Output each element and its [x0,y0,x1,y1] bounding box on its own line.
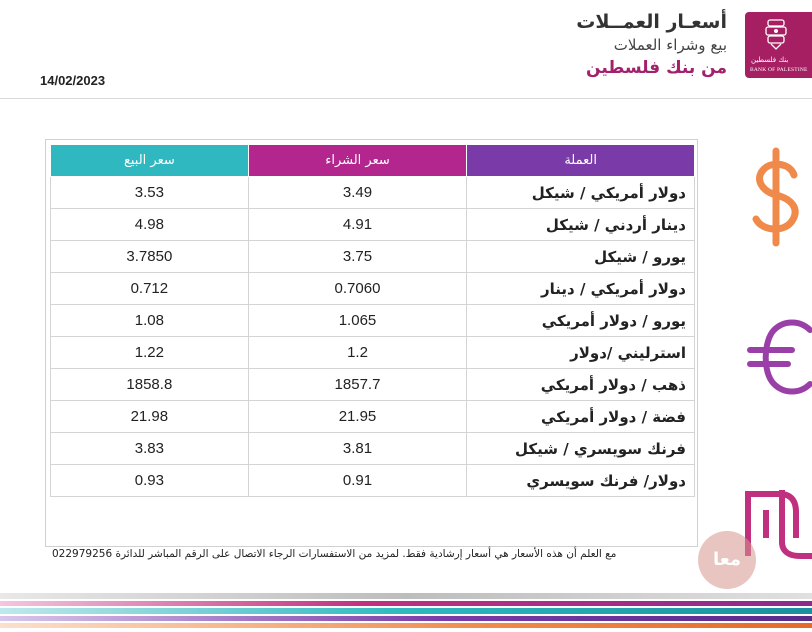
buy-rate-cell: 3.75 [248,241,467,273]
bank-emblem-icon [763,18,789,50]
logo-text-en: BANK OF PALESTINE [750,67,808,73]
table-row [51,433,695,465]
buy-rate-cell: 1.2 [248,337,467,369]
buy-rate-cell: 4.91 [248,209,467,241]
logo-text-ar: بنك فلسطين [751,56,789,64]
buy-rate-cell: 3.49 [248,177,467,209]
currency-rates-table [50,144,695,497]
sell-rate-cell: 1.22 [51,337,249,369]
bank-logo [745,12,812,78]
sell-rate-cell: 1858.8 [51,369,249,401]
buy-rate-cell: 0.7060 [248,273,467,305]
table-header-row [51,145,695,177]
dollar-icon [742,143,812,253]
table-row [51,369,695,401]
currency-pair-cell: فرنك سويسري / شيكل [467,433,695,465]
sell-rate-cell: 1.08 [51,305,249,337]
buy-rate-cell: 21.95 [248,401,467,433]
sell-rate-cell: 0.93 [51,465,249,497]
report-date: 14/02/2023 [40,73,106,88]
sell-rate-cell: 3.53 [51,177,249,209]
sell-rate-cell: 4.98 [51,209,249,241]
currency-pair-cell: دينار أردني / شيكل [467,209,695,241]
bank-name-line: من بنك فلسطين [586,58,727,78]
column-header-currency: العملة [467,145,695,177]
table-row [51,177,695,209]
buy-rate-cell: 3.81 [248,433,467,465]
decorative-footer-stripes [0,585,812,632]
stripe-magenta [0,601,812,606]
currency-pair-cell: دولار أمريكي / شيكل [467,177,695,209]
page-subtitle: بيع وشراء العملات [613,36,727,54]
buy-rate-cell: 0.91 [248,465,467,497]
sell-rate-cell: 21.98 [51,401,249,433]
currency-pair-cell: دولار أمريكي / دينار [467,273,695,305]
disclaimer-note: مع العلم أن هذه الأسعار هي أسعار إرشادية فقط. لمزيد من الاستفسارات الرجاء الاتصال على الرقم المباشر للدائرة 022979256 [52,548,617,560]
table-row [51,465,695,497]
title-block [576,10,727,80]
stripe-orange [0,623,812,628]
stripe-teal [0,608,812,614]
page-title: أسعـار العمــلات [576,11,727,33]
table-row [51,305,695,337]
buy-rate-cell: 1857.7 [248,369,467,401]
header-divider [0,98,812,99]
stripe-purple [0,616,812,621]
currency-pair-cell: ذهب / دولار أمريكي [467,369,695,401]
table-row [51,401,695,433]
table-row [51,337,695,369]
table-row [51,241,695,273]
column-header-sell: سعر البيع [51,145,249,177]
stripe-grey [0,593,812,599]
currency-pair-cell: استرليني /دولار [467,337,695,369]
column-header-buy: سعر الشراء [248,145,467,177]
currency-pair-cell: دولار/ فرنك سويسري [467,465,695,497]
currency-pair-cell: يورو / دولار أمريكي [467,305,695,337]
euro-icon [744,316,812,398]
watermark-logo: معا [698,531,756,589]
currency-pair-cell: فضة / دولار أمريكي [467,401,695,433]
sell-rate-cell: 3.7850 [51,241,249,273]
sell-rate-cell: 0.712 [51,273,249,305]
currency-pair-cell: يورو / شيكل [467,241,695,273]
table-row [51,209,695,241]
table-row [51,273,695,305]
buy-rate-cell: 1.065 [248,305,467,337]
rates-table-frame [45,139,698,547]
sell-rate-cell: 3.83 [51,433,249,465]
